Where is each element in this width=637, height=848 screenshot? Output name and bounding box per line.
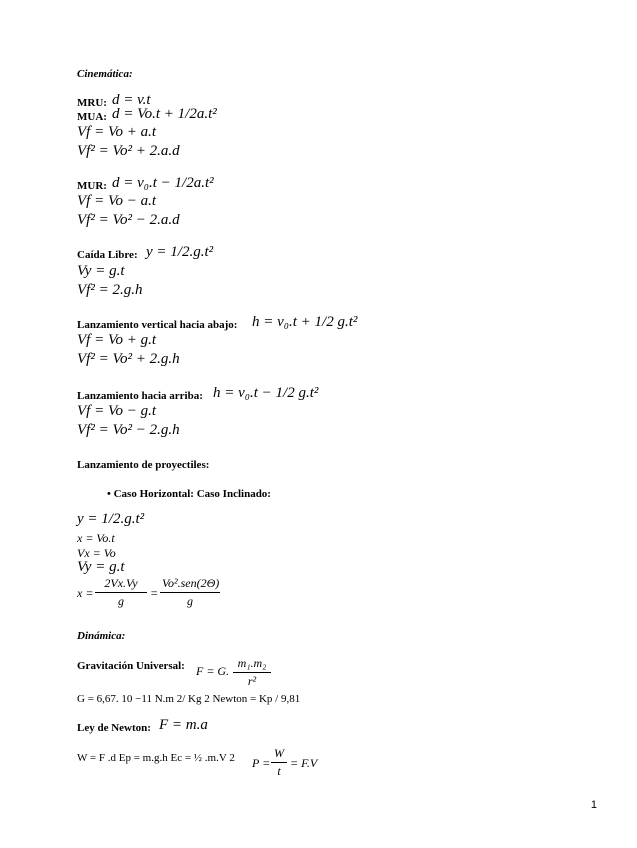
mur-equation-1: d = v₀.t − 1/2a.t² bbox=[112, 175, 214, 191]
mua-equation-1: d = Vo.t + 1/2a.t² bbox=[112, 106, 217, 122]
page-number: 1 bbox=[590, 799, 597, 811]
lanzamiento-abajo-equation-2: Vf = Vo + g.t bbox=[77, 332, 156, 348]
alcance-fraction-2-denominator: g bbox=[187, 594, 193, 608]
alcance-fraction-2-numerator: Vo².sen(2Θ) bbox=[162, 576, 220, 590]
gravitacion-fraction bbox=[233, 656, 271, 689]
potencia-fraction bbox=[271, 746, 287, 779]
mua-equation-2: Vf = Vo + a.t bbox=[77, 124, 156, 140]
alcance-fraction-1 bbox=[95, 576, 147, 609]
gravitacion-numerator: m₁.m₂ bbox=[237, 656, 267, 670]
alcance-fraction-2-bar bbox=[160, 592, 220, 593]
proyectiles-bullet: • Caso Horizontal: Caso Inclinado: bbox=[107, 488, 271, 500]
mua-label: MUA: bbox=[77, 111, 107, 123]
potencia-rhs: = F.V bbox=[290, 756, 318, 770]
potencia-fraction-bar bbox=[271, 762, 287, 763]
alcance-fraction-1-denominator: g bbox=[118, 594, 124, 608]
mur-label: MUR: bbox=[77, 180, 107, 192]
alcance-fraction-2 bbox=[160, 576, 220, 609]
gravitacion-lhs: F = G. bbox=[196, 664, 230, 678]
gravitacion-fraction-bar bbox=[233, 672, 271, 673]
dinamica-heading: Dinámica: bbox=[77, 630, 126, 642]
mru-equation: d = v.t bbox=[112, 92, 151, 108]
constantes-text: G = 6,67. 10 −11 N.m 2/ Kg 2 Newton = Kp / 9,81 bbox=[77, 693, 301, 705]
lanzamiento-arriba-equation-2: Vf = Vo − g.t bbox=[77, 403, 156, 419]
mur-equation-3: Vf² = Vo² − 2.a.d bbox=[77, 212, 180, 228]
lanzamiento-arriba-equation-3: Vf² = Vo² − 2.g.h bbox=[77, 422, 180, 438]
mru-label: MRU: bbox=[77, 97, 107, 109]
alcance-fraction-1-numerator: 2Vx.Vy bbox=[104, 576, 138, 590]
caida-libre-equation-1: y = 1/2.g.t² bbox=[146, 244, 214, 260]
mur-equation-2: Vf = Vo − a.t bbox=[77, 193, 156, 209]
proyectiles-label: Lanzamiento de proyectiles: bbox=[77, 459, 210, 471]
proyectiles-equals: = bbox=[150, 586, 159, 600]
lanzamiento-arriba-label: Lanzamiento hacia arriba: bbox=[77, 390, 203, 402]
cinematica-heading: Cinemática: bbox=[77, 68, 133, 80]
gravitacion-label: Gravitación Universal: bbox=[77, 660, 185, 672]
gravitacion-denominator: r² bbox=[247, 674, 257, 688]
proyectiles-equation-3: Vx = Vo bbox=[77, 546, 116, 560]
potencia-denominator: t bbox=[277, 764, 281, 778]
lanzamiento-abajo-equation-1: h = v₀.t + 1/2 g.t² bbox=[252, 314, 358, 330]
proyectiles-equation-1: y = 1/2.g.t² bbox=[77, 511, 145, 527]
proyectiles-equation-4: Vy = g.t bbox=[77, 559, 125, 575]
proyectiles-equation-2: x = Vo.t bbox=[77, 531, 115, 545]
potencia-lhs: P = bbox=[252, 756, 271, 770]
caida-libre-label: Caída Libre: bbox=[77, 249, 138, 261]
proyectiles-x-label: x = bbox=[77, 586, 94, 600]
trabajo-energia-text: W = F .d Ep = m.g.h Ec = ½ .m.V 2 bbox=[77, 752, 235, 764]
caida-libre-equation-2: Vy = g.t bbox=[77, 263, 125, 279]
newton-equation: F = m.a bbox=[159, 717, 208, 733]
caida-libre-equation-3: Vf² = 2.g.h bbox=[77, 282, 143, 298]
lanzamiento-abajo-label: Lanzamiento vertical hacia abajo: bbox=[77, 319, 238, 331]
lanzamiento-abajo-equation-3: Vf² = Vo² + 2.g.h bbox=[77, 351, 180, 367]
alcance-fraction-1-bar bbox=[95, 592, 147, 593]
potencia-numerator: W bbox=[274, 746, 284, 760]
mua-equation-3: Vf² = Vo² + 2.a.d bbox=[77, 143, 180, 159]
newton-label: Ley de Newton: bbox=[77, 722, 151, 734]
lanzamiento-arriba-equation-1: h = v₀.t − 1/2 g.t² bbox=[213, 385, 319, 401]
